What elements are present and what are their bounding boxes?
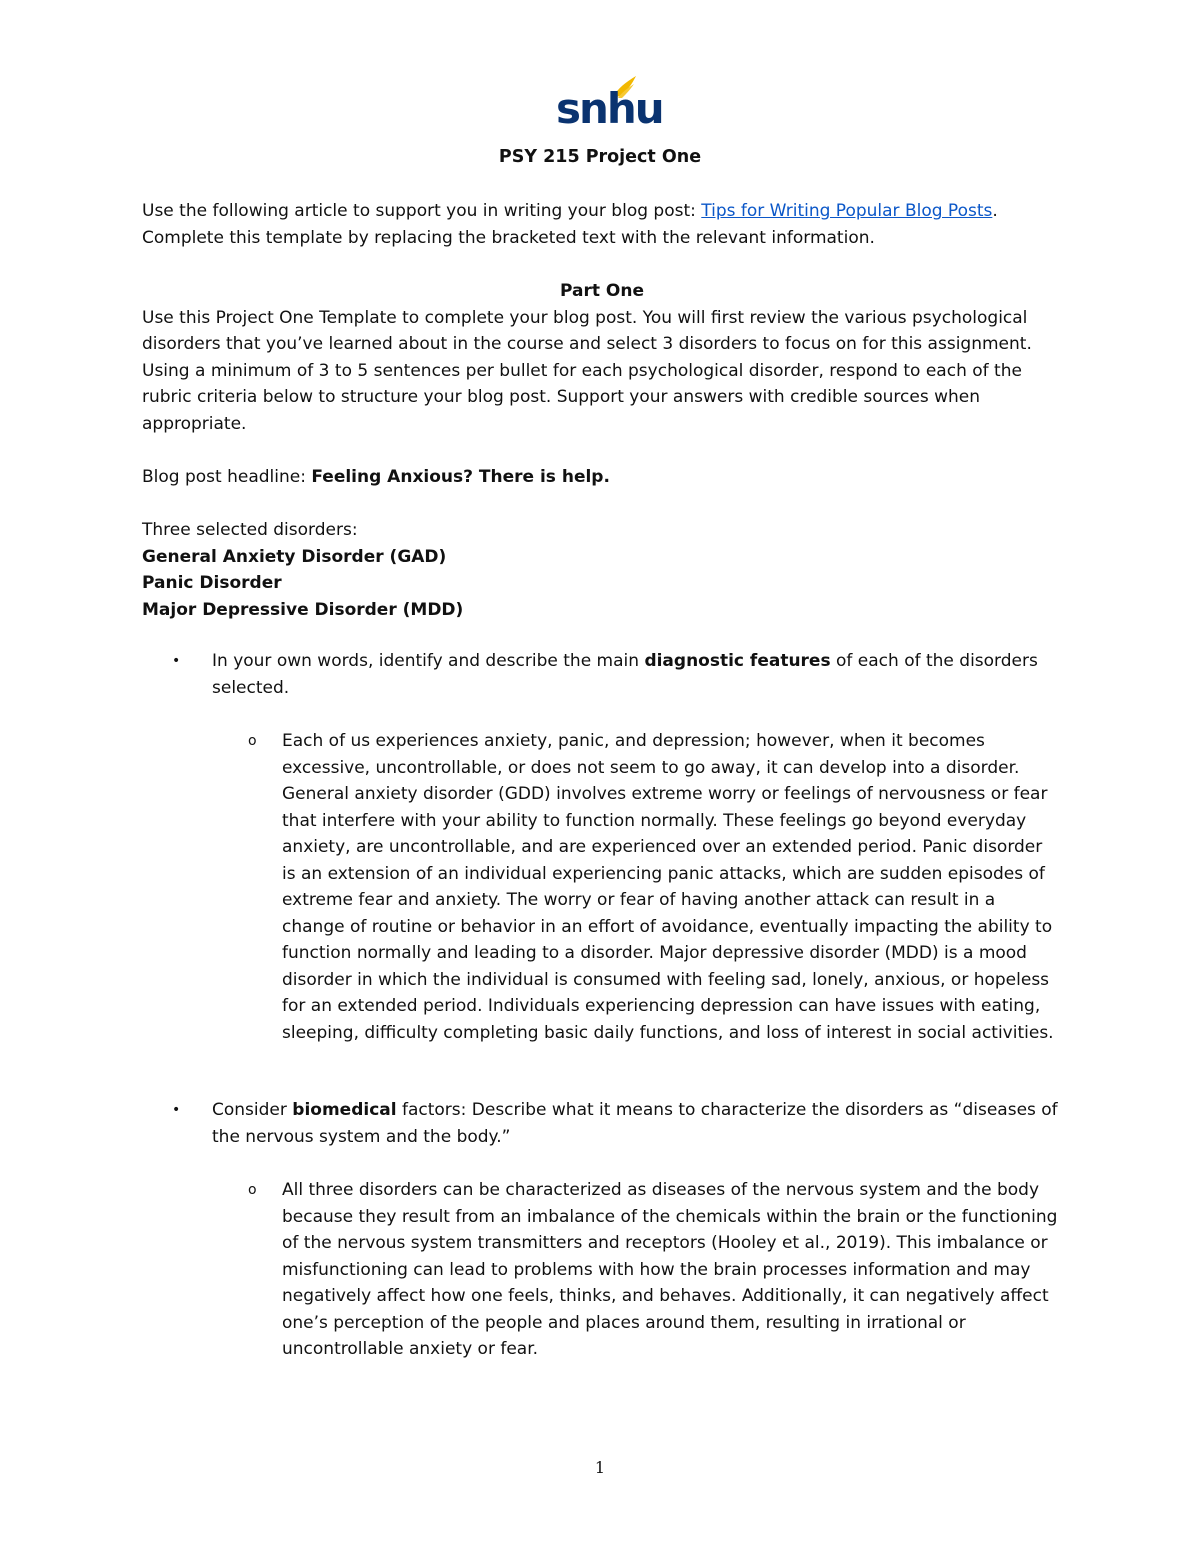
criterion-text: In your own words, identify and describe the main [212,651,645,671]
criterion-keyword: diagnostic features [644,651,831,671]
disorders-label: Three selected disorders: [142,520,358,540]
part-one-section [142,278,1062,437]
disorder-item: Panic Disorder [142,573,282,593]
disorder-item: Major Depressive Disorder (MDD) [142,599,464,620]
snhu-logo [556,74,663,133]
page-number: 1 [594,1458,606,1477]
bullet-marker: • [172,1102,181,1118]
answer-diagnostic-features [142,728,1062,1046]
intro-suffix: . [992,201,998,221]
answer-text: All three disorders can be characterized as diseases of the nervous system and the body because they result from an imbalance of the chemicals within the brain or the functioning of the nervous system transmitters and receptors (Hooley et al., 2019). This imbalance or misfunctioning can lead to problems with how the brain processes information and may negatively affect how one feels, thinks, and behaves. Additionally, it can negatively affect one’s perception of the people and places around them, resulting in irrational or uncontrollable anxiety or fear. [282,1180,1058,1359]
part-one-heading: Part One [560,281,644,301]
intro-paragraph [142,198,1062,251]
headline-label: Blog post headline: [142,467,312,487]
criterion-biomedical [142,1097,1062,1150]
criterion-text: of each of the disorders selected. [212,651,1038,698]
criterion-diagnostic-features [142,648,1062,701]
criterion-keyword: biomedical [292,1100,397,1120]
answer-biomedical [142,1177,1062,1363]
answer-text: Each of us experiences anxiety, panic, and depression; however, when it becomes excessive, uncontrollable, or does not seem to go away, it can develop into a disorder. General anxiety disorder (GDD) involves extreme worry or feelings of nervousness or fear that interfere with your ability to function normally. These feelings go beyond everyday anxiety, are uncontrollable, and are experienced over an extended period. Panic disorder is an extension of an individual experiencing panic attacks, which are sudden episodes of extreme fear and anxiety. The worry or fear of having another attack can result in a change of routine or behavior in an effort of avoidance, eventually impacting the ability to function normally and leading to a disorder. Major depressive disorder (MDD) is a mood disorder in which the individual is consumed with feeling sad, lonely, anxious, or hopeless for an extended period. Individuals experiencing depression can have issues with eating, sleeping, difficulty completing basic daily functions, and loss of interest in social activities. [282,731,1054,1043]
headline-value: Feeling Anxious? There is help. [311,467,610,487]
headline-line [142,464,1062,491]
blog-tips-link[interactable]: Tips for Writing Popular Blog Posts [701,201,993,221]
intro-text: Use the following article to support you in writing your blog post: [142,201,702,221]
bullet-marker: • [172,653,181,669]
page-title: PSY 215 Project One [498,147,702,167]
sub-bullet-marker: o [248,733,257,749]
disorders-list [142,517,1062,623]
intro-line-2: Complete this template by replacing the bracketed text with the relevant information. [142,227,875,248]
criterion-text: Consider [212,1100,293,1120]
sub-bullet-marker: o [248,1182,257,1198]
disorder-item: General Anxiety Disorder (GAD) [142,546,447,567]
criterion-text: factors: Describe what it means to characterize the disorders as “diseases of the nervous system and the body.” [212,1100,1058,1147]
logo-wordmark: snhu [556,84,663,133]
part-one-body: Use this Project One Template to complete your blog post. You will first review the various psychological disorders that you’ve learned about in the course and select 3 disorders to focus on for this assignment. Using a minimum of 3 to 5 sentences per bullet for each psychological disorder, respond to each of the rubric criteria below to structure your blog post. Support your answers with credible sources when appropriate. [142,307,1032,434]
